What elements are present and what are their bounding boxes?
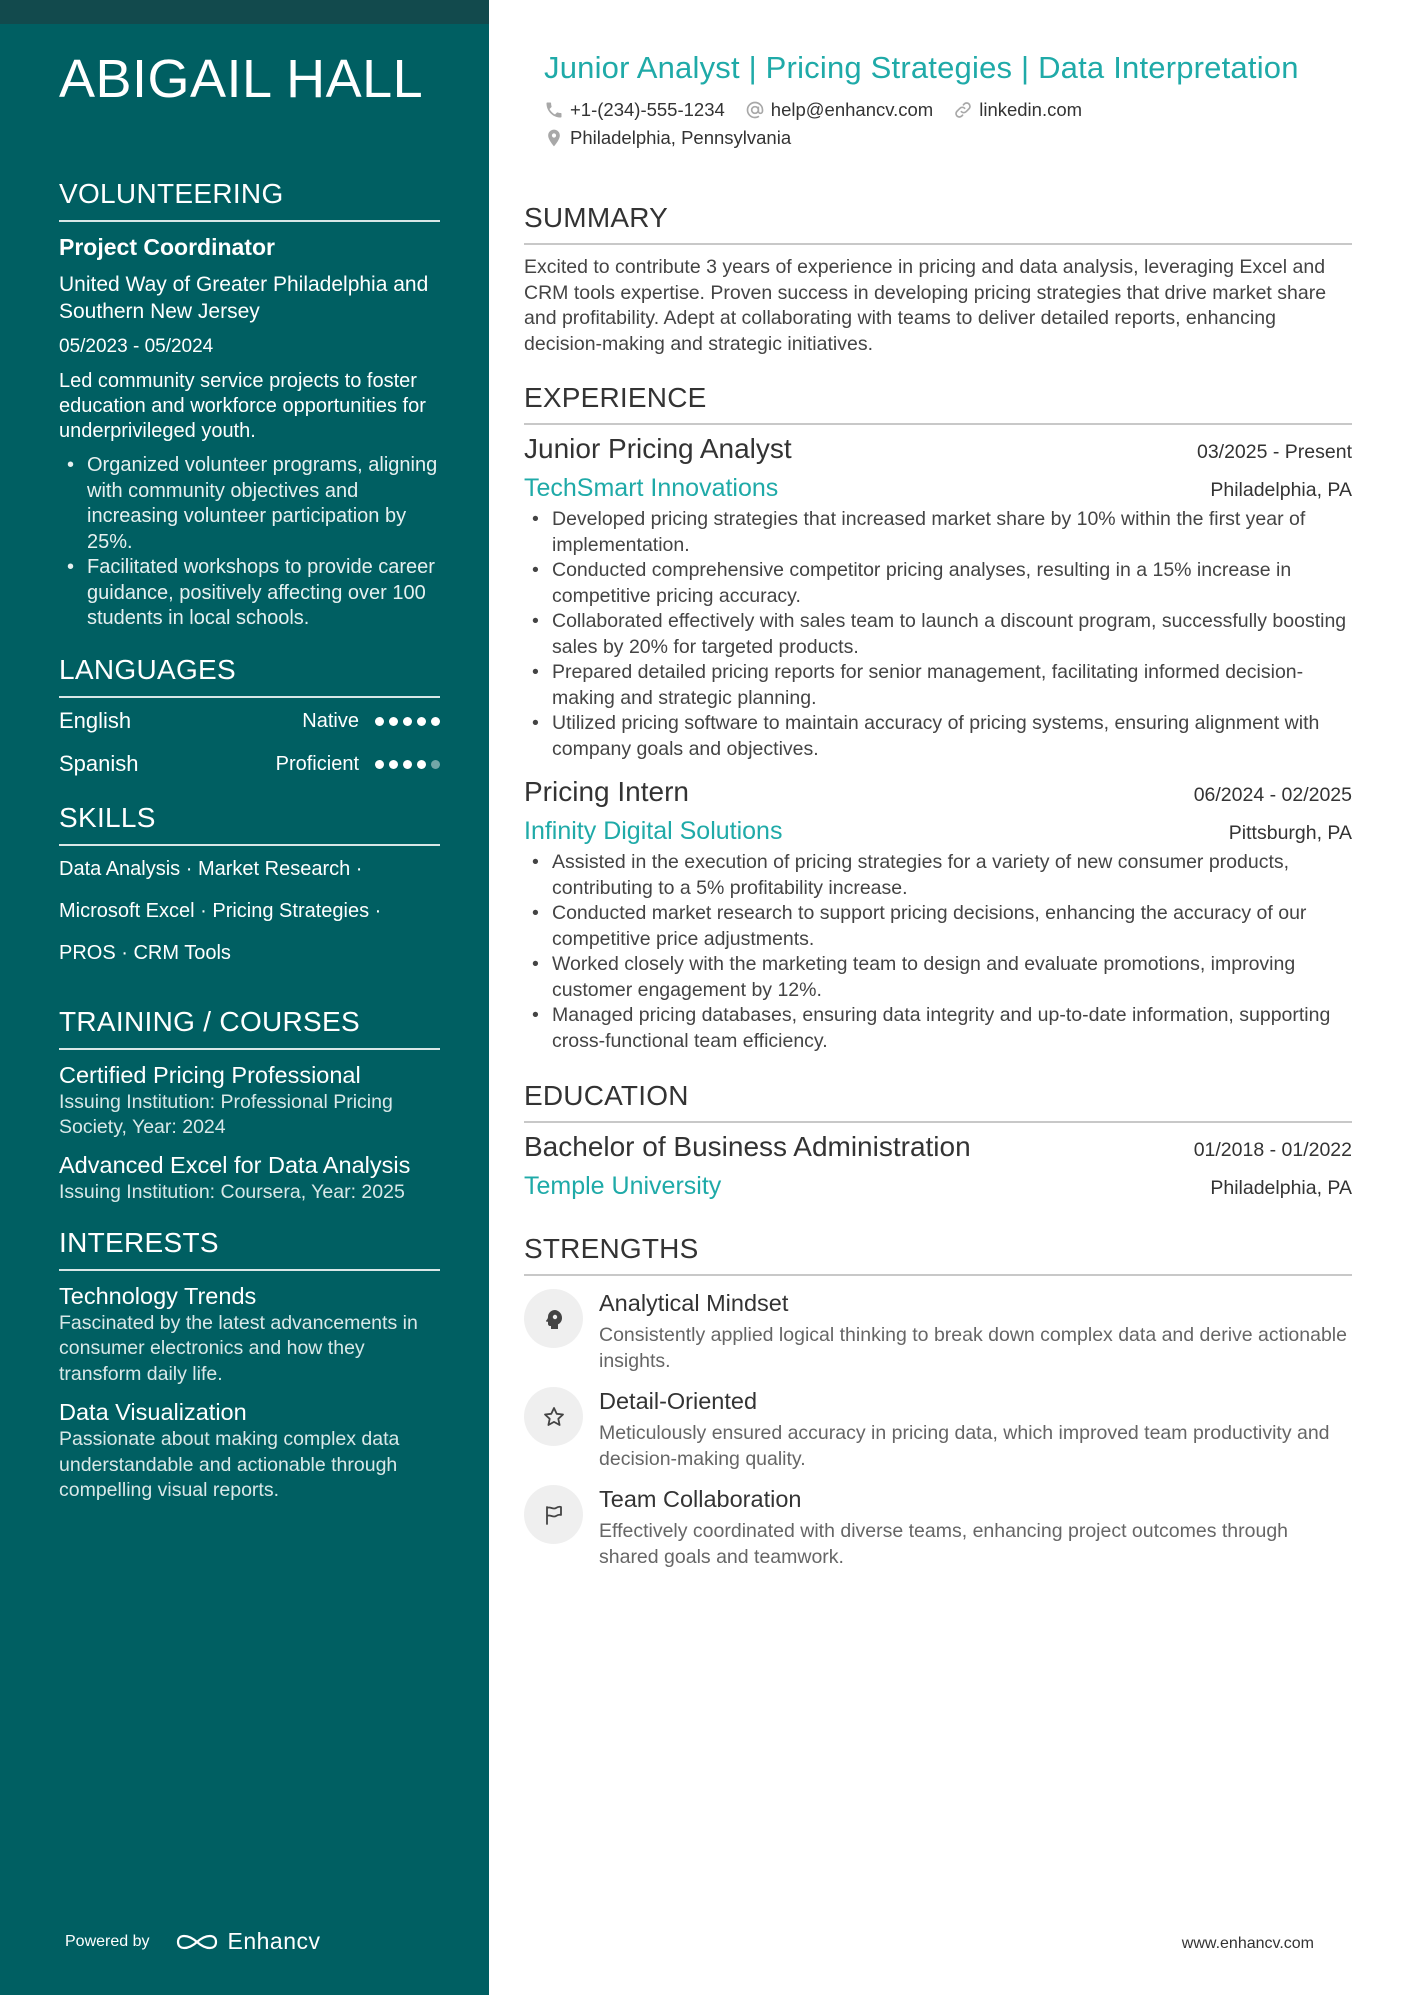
languages-heading: LANGUAGES <box>59 652 440 698</box>
brain-icon <box>524 1289 583 1348</box>
rating-dot-filled <box>417 760 426 769</box>
degree-title: Bachelor of Business Administration <box>524 1131 971 1162</box>
strength-description: Meticulously ensured accuracy in pricing data, which improved team productivity and decision-making quality. <box>599 1422 1330 1470</box>
experience-heading: EXPERIENCE <box>524 380 1352 425</box>
job-title: Junior Pricing Analyst <box>524 433 792 464</box>
powered-by-label: Powered by <box>65 1932 150 1950</box>
candidate-name: ABIGAIL HALL <box>59 49 424 109</box>
sidebar-top-band <box>0 0 489 24</box>
job-location: Pittsburgh, PA <box>1228 822 1352 844</box>
rating-dot-filled <box>431 717 440 726</box>
language-name: Spanish <box>59 751 139 776</box>
training-heading: TRAINING / COURSES <box>59 1004 440 1050</box>
rating-dot-filled <box>403 760 412 769</box>
interest-description: Passionate about making complex data understandable and actionable through compelling visual reports. <box>59 1428 400 1501</box>
course-title: Advanced Excel for Data Analysis <box>59 1151 411 1178</box>
job-bullet: • Conducted market research to support pricing decisions, enhancing the accuracy of our competitive price adjustments. <box>524 901 1352 952</box>
volunteer-bullet: • Facilitated workshops to provide career guidance, positively affecting over 100 students in local schools. <box>59 555 440 632</box>
job-title: Pricing Intern <box>524 776 689 807</box>
rating-dot-filled <box>389 760 398 769</box>
volunteering-section <box>59 176 440 632</box>
job-bullet: • Collaborated effectively with sales team to launch a discount program, successfully boosting sales by 20% for targeted products. <box>524 609 1352 660</box>
email-contact[interactable] <box>745 99 933 121</box>
job-bullet: • Utilized pricing software to maintain accuracy of pricing systems, ensuring alignment with company goals and objectives. <box>524 711 1352 762</box>
job-bullet: • Managed pricing databases, ensuring data integrity and up-to-date information, supporting cross-functional team efficiency. <box>524 1003 1352 1054</box>
location-contact <box>544 127 791 149</box>
volunteering-heading: VOLUNTEERING <box>59 176 440 222</box>
strength-item <box>524 1483 1352 1570</box>
strength-description: Consistently applied logical thinking to break down complex data and derive actionable insights. <box>599 1324 1347 1372</box>
skills-section <box>59 800 440 974</box>
language-rating <box>375 717 440 726</box>
phone-text: +1-(234)-555-1234 <box>570 99 725 120</box>
enhancv-logo[interactable] <box>174 1928 321 1955</box>
main-content <box>524 40 1352 1570</box>
skills-line: Microsoft Excel · Pricing Strategies · <box>59 899 382 922</box>
rating-dot-filled <box>403 717 412 726</box>
education-section <box>524 1078 1352 1205</box>
strengths-section <box>524 1231 1352 1570</box>
strength-description: Effectively coordinated with diverse teams, enhancing project outcomes through shared goals and teamwork. <box>599 1520 1289 1568</box>
language-name: English <box>59 708 132 733</box>
language-rating <box>375 760 440 769</box>
headline: Junior Analyst | Pricing Strategies | Data Interpretation <box>544 50 1299 85</box>
at-icon <box>745 100 765 120</box>
school-location: Philadelphia, PA <box>1210 1177 1352 1199</box>
rating-dot-filled <box>375 760 384 769</box>
job-dates: 06/2024 - 02/2025 <box>1193 784 1352 806</box>
volunteer-dates: 05/2023 - 05/2024 <box>59 336 214 357</box>
volunteer-bullets <box>59 453 440 632</box>
job-location: Philadelphia, PA <box>1210 479 1352 501</box>
job-bullet: • Prepared detailed pricing reports for senior management, facilitating informed decision-making and strategic planning. <box>524 660 1352 711</box>
contact-info <box>524 96 1352 152</box>
sidebar <box>0 0 489 1995</box>
volunteer-organization: United Way of Greater Philadelphia and Southern New Jersey <box>59 273 429 323</box>
footer-url[interactable]: www.enhancv.com <box>1181 1935 1314 1952</box>
job-bullet: • Worked closely with the marketing team to design and evaluate promotions, improving customer engagement by 12%. <box>524 952 1352 1003</box>
interests-heading: INTERESTS <box>59 1225 440 1271</box>
brand-name: Enhancv <box>227 1928 321 1954</box>
course-description: Issuing Institution: Professional Pricing Society, Year: 2024 <box>59 1090 393 1138</box>
interest-description: Fascinated by the latest advancements in consumer electronics and how they transform daily life. <box>59 1311 418 1385</box>
location-text: Philadelphia, Pennsylvania <box>570 127 792 148</box>
language-row <box>59 700 440 743</box>
course-title: Certified Pricing Professional <box>59 1061 361 1088</box>
linkedin-contact[interactable] <box>953 99 1082 121</box>
volunteer-description: Led community service projects to foster education and workforce opportunities for underprivileged youth. <box>59 370 426 442</box>
powered-by <box>65 1928 321 1955</box>
interest-title: Data Visualization <box>59 1399 247 1425</box>
summary-section <box>524 200 1352 357</box>
company-name: Infinity Digital Solutions <box>524 817 783 845</box>
job-bullet: • Assisted in the execution of pricing strategies for a variety of new consumer products, contributing to a 5% profitability increase. <box>524 850 1352 901</box>
job-bullets <box>524 850 1352 1054</box>
strengths-heading: STRENGTHS <box>524 1231 1352 1276</box>
phone-contact[interactable] <box>544 99 725 121</box>
job-dates: 03/2025 - Present <box>1196 441 1352 463</box>
volunteer-role: Project Coordinator <box>59 234 275 260</box>
strength-title: Team Collaboration <box>599 1486 802 1512</box>
strength-title: Analytical Mindset <box>599 1290 789 1316</box>
strength-title: Detail-Oriented <box>599 1388 758 1414</box>
phone-icon <box>544 100 564 120</box>
enhancv-logo-icon <box>174 1930 220 1954</box>
rating-dot-filled <box>375 717 384 726</box>
interest-title: Technology Trends <box>59 1282 257 1309</box>
job-bullet: • Developed pricing strategies that increased market share by 10% within the first year of implementation. <box>524 507 1352 558</box>
language-level: Native <box>302 709 359 732</box>
email-text: help@enhancv.com <box>770 99 934 120</box>
job-entry <box>524 429 1352 762</box>
interests-section <box>59 1225 440 1504</box>
summary-text: Excited to contribute 3 years of experience in pricing and data analysis, leveraging Excel and CRM tools expertise. Proven success in developing pricing strategies that drive market share and profitability. Adept at collaborating with teams to deliver detailed reports, enhancing decision-making and strategic initiatives. <box>524 256 1327 355</box>
company-name: TechSmart Innovations <box>524 474 779 502</box>
flag-icon <box>524 1485 583 1544</box>
rating-dot-empty <box>431 760 440 769</box>
education-dates: 01/2018 - 01/2022 <box>1193 1139 1352 1161</box>
star-icon <box>524 1387 583 1446</box>
strength-item <box>524 1385 1352 1472</box>
course-description: Issuing Institution: Coursera, Year: 2025 <box>59 1180 405 1203</box>
summary-heading: SUMMARY <box>524 200 1352 245</box>
job-entry <box>524 772 1352 1054</box>
experience-section <box>524 380 1352 1054</box>
link-icon <box>953 100 973 120</box>
strength-item <box>524 1287 1352 1374</box>
rating-dot-filled <box>417 717 426 726</box>
skills-line: PROS · CRM Tools <box>59 941 231 964</box>
languages-section <box>59 652 440 786</box>
rating-dot-filled <box>389 717 398 726</box>
skills-line: Data Analysis · Market Research · <box>59 857 363 880</box>
education-heading: EDUCATION <box>524 1078 1352 1123</box>
linkedin-text: linkedin.com <box>979 99 1083 120</box>
volunteer-bullet: • Organized volunteer programs, aligning with community objectives and increasing volunteer participation by 25%. <box>59 453 440 555</box>
job-bullet: • Conducted comprehensive competitor pricing analyses, resulting in a 15% increase in competitive pricing accuracy. <box>524 558 1352 609</box>
location-pin-icon <box>544 128 564 148</box>
job-bullets <box>524 507 1352 762</box>
language-row <box>59 743 440 786</box>
school-name: Temple University <box>524 1172 722 1200</box>
training-section <box>59 1004 440 1205</box>
language-level: Proficient <box>275 752 359 775</box>
skills-heading: SKILLS <box>59 800 440 846</box>
